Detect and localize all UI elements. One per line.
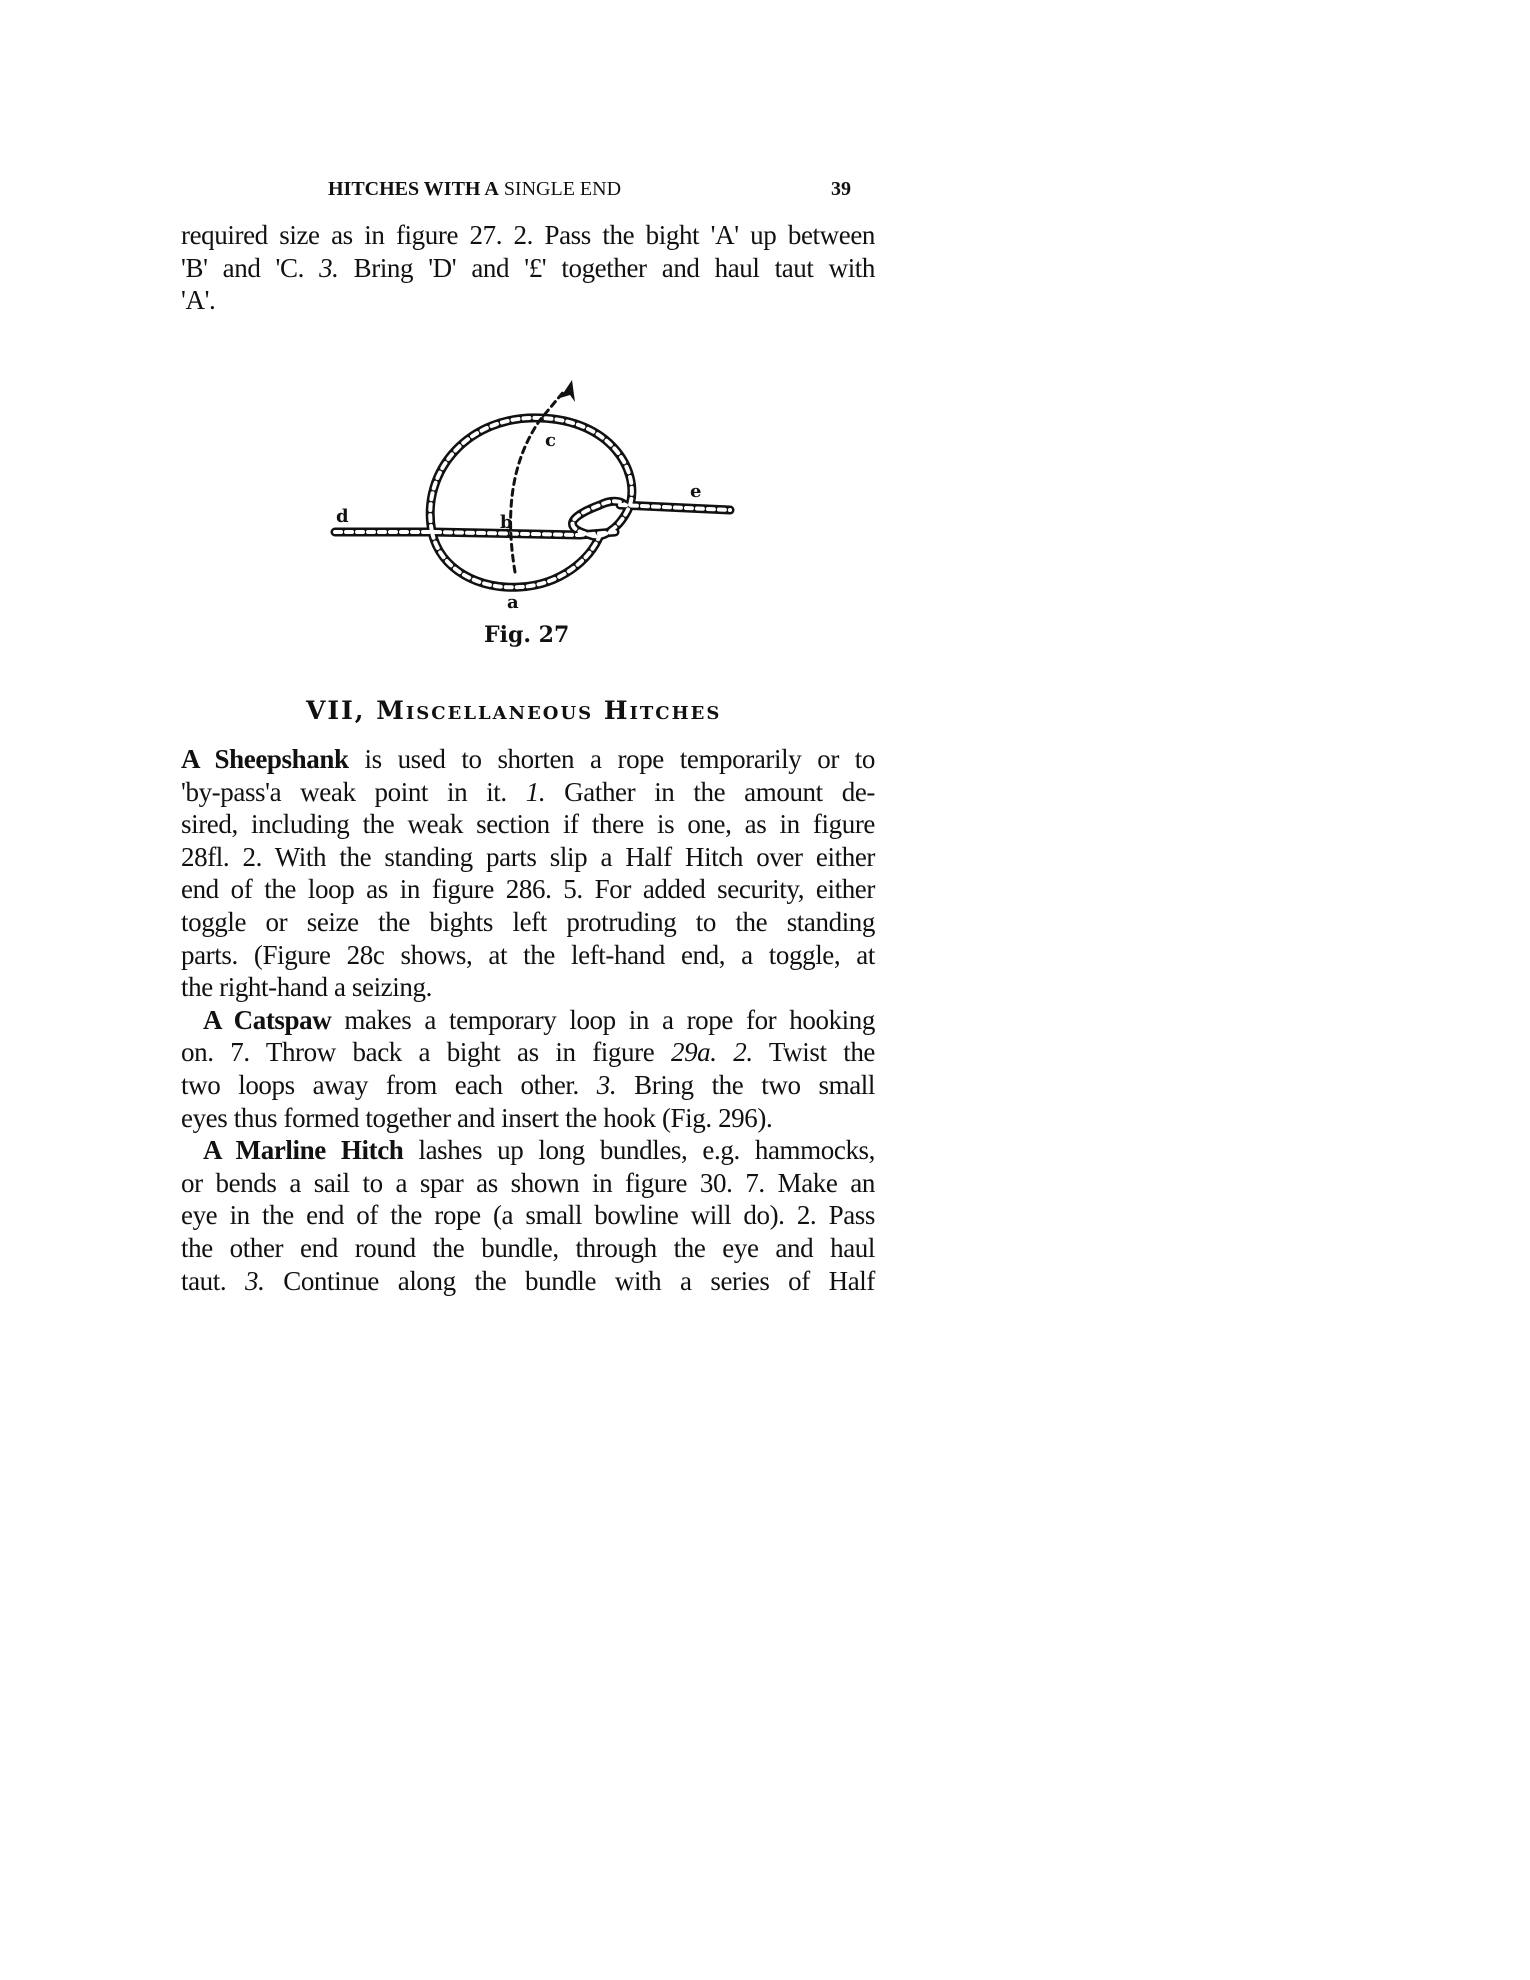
figure-caption: Fig. 27 (484, 622, 570, 648)
text-line (181, 1134, 875, 1167)
text-run: toggle or seize the bights left protruding to the standing (181, 906, 875, 937)
label-c: c (545, 430, 556, 451)
body-text (181, 743, 875, 1297)
intro-paragraph (181, 219, 875, 317)
text-run: the right-hand a seizing. (181, 972, 432, 1003)
label-a: a (507, 592, 519, 610)
text-run: makes a temporary loop in a rope for hooking (331, 1004, 875, 1035)
text-run: is used to shorten a rope temporarily or to (348, 744, 876, 774)
text-line (181, 776, 875, 809)
text-run: 'B' and 'C. (181, 252, 320, 283)
text-line (181, 284, 875, 317)
text-run: end of the loop as in figure 286. 5. For added security, either (181, 874, 875, 905)
text-run: Continue along the bundle with a series of Half (264, 1265, 875, 1296)
text-run: or bends a sail to a spar as shown in figure 30. 7. Make an (181, 1167, 875, 1198)
text-line (181, 971, 875, 1004)
text-italic: 3. (245, 1265, 265, 1296)
text-run: 'A'. (181, 285, 216, 316)
text-run: the other end round the bundle, through the eye and haul (181, 1232, 875, 1263)
text-run: required size as in figure 27. 2. Pass the bight 'A' up between (181, 220, 875, 250)
text-run: Twist the (752, 1037, 876, 1068)
text-line (181, 1232, 875, 1265)
text-italic: 3. (319, 252, 339, 283)
text-line (181, 841, 875, 874)
text-line (181, 1036, 875, 1069)
page-number: 39 (831, 178, 851, 200)
text-line (181, 1069, 875, 1102)
text-run: eye in the end of the rope (a small bowline will do). 2. Pass (181, 1200, 875, 1231)
section-heading: VII, Miscellaneous Hitches (306, 696, 722, 725)
text-run: Bring 'D' and '£' together and haul taut with (338, 252, 876, 283)
label-e: e (690, 481, 702, 502)
text-line (181, 219, 875, 252)
text-line (181, 1167, 875, 1200)
text-run: on. 7. Throw back a bight as in figure (181, 1037, 671, 1068)
text-italic: 3. (596, 1069, 617, 1100)
text-run: eyes thus formed together and insert the hook (Fig. 296). (181, 1102, 773, 1133)
rope-outline (335, 418, 730, 587)
text-run: 'by-pass'a weak point in it. (181, 776, 526, 807)
text-run: two loops away from each other. (181, 1069, 597, 1100)
text-line (181, 252, 875, 285)
text-line (181, 1004, 875, 1037)
text-run: Bring the two small (616, 1069, 875, 1100)
text-run: 28fl. 2. With the standing parts slip a Half Hitch over either (181, 841, 875, 872)
text-line (181, 1265, 875, 1298)
text-run: parts. (Figure 28c shows, at the left-hand end, a toggle, at (181, 939, 875, 970)
running-header (328, 178, 621, 201)
text-line (181, 906, 875, 939)
text-line (181, 1102, 875, 1135)
text-line (181, 939, 875, 972)
text-italic: 29a. 2. (670, 1037, 753, 1068)
text-line (181, 743, 875, 776)
knot-figure (320, 360, 740, 610)
term-bold: A Sheepshank (181, 744, 349, 774)
header-bold: HITCHES WITH A (328, 178, 499, 200)
text-run: sired, including the weak section if there is one, as in figure (181, 809, 875, 840)
term-bold: A Marline Hitch (203, 1135, 404, 1166)
text-line (181, 873, 875, 906)
label-b: b (500, 512, 513, 533)
text-run: taut. (181, 1265, 245, 1296)
rope-hatching (335, 418, 730, 587)
text-line (181, 808, 875, 841)
header-regular: SINGLE END (503, 178, 622, 200)
text-run: Gather in the amount de- (545, 776, 875, 807)
text-italic: 1. (525, 776, 546, 807)
text-line (181, 1199, 875, 1232)
term-bold: A Catspaw (203, 1004, 332, 1035)
arrow-head-icon (560, 380, 575, 402)
text-run: lashes up long bundles, e.g. hammocks, (403, 1135, 876, 1166)
label-d: d (336, 506, 349, 527)
